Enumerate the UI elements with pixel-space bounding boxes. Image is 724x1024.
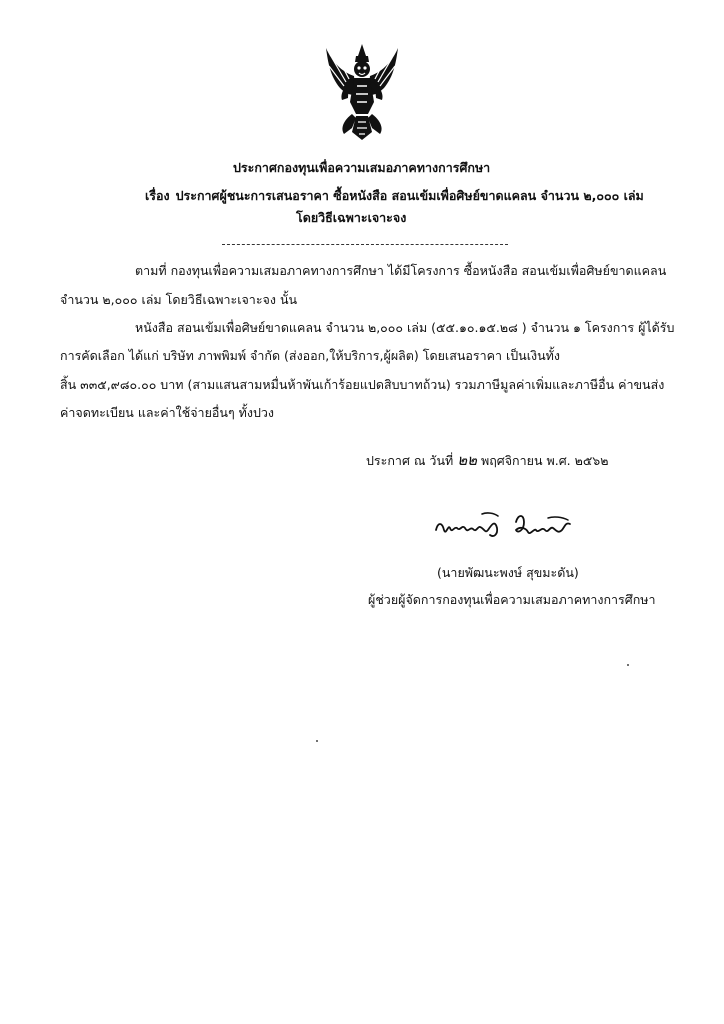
- procurement-method: โดยวิธีเฉพาะเจาะจง: [296, 210, 407, 225]
- scan-speck: [627, 664, 629, 666]
- paragraph2-line1: หนังสือ สอนเข้มเพื่อศิษย์ขาดแคลน จำนวน ๒,๐๐๐ เล่ม (๕๕.๑๐.๑๕.๒๘ ) จำนวน ๑ โครงการ ผู้ได้รับ: [135, 320, 675, 335]
- separator-line: [222, 244, 508, 245]
- handwritten-signature-icon: [432, 508, 582, 544]
- paragraph2-line3: สิ้น ๓๓๕,๙๘๐.๐๐ บาท (สามแสนสามหมื่นห้าพันเก้าร้อยแปดสิบบาทถ้วน) รวมภาษีมูลค่าเพิ่มและภาษีอื่น ค่าขนส่ง: [60, 377, 665, 392]
- signer-title: ผู้ช่วยผู้จัดการกองทุนเพื่อความเสมอภาคทางการศึกษา: [368, 592, 656, 607]
- paragraph2-line2: การคัดเลือก ได้แก่ บริษัท ภาพพิมพ์ จำกัด (ส่งออก,ให้บริการ,ผู้ผลิต) โดยเสนอราคา เป็นเงินทั้ง: [60, 348, 560, 363]
- paragraph1-line2: จำนวน ๒,๐๐๐ เล่ม โดยวิธีเฉพาะเจาะจง นั้น: [60, 292, 298, 307]
- announcement-date: [366, 452, 608, 469]
- garuda-emblem-icon: [322, 42, 402, 142]
- paragraph1-line1: ตามที่ กองทุนเพื่อความเสมอภาคทางการศึกษา ได้มีโครงการ ซื้อหนังสือ สอนเข้มเพื่อศิษย์ขาดแคลน: [135, 263, 667, 278]
- document-title: ประกาศกองทุนเพื่อความเสมอภาคทางการศึกษา: [233, 160, 491, 175]
- scan-speck: [316, 740, 318, 742]
- announce-day: ๒๒: [457, 451, 477, 469]
- paragraph2-line4: ค่าจดทะเบียน และค่าใช้จ่ายอื่นๆ ทั้งปวง: [60, 405, 275, 420]
- signer-name: (นายพัฒนะพงษ์ สุขมะดัน): [437, 565, 579, 580]
- subject-text: ประกาศผู้ชนะการเสนอราคา ซื้อหนังสือ สอนเข้มเพื่อศิษย์ขาดแคลน จำนวน ๒,๐๐๐ เล่ม: [175, 188, 644, 203]
- document-subject: [145, 188, 644, 204]
- announce-month-year: พฤศจิกายน พ.ศ. ๒๕๖๒: [480, 453, 609, 468]
- subject-label: เรื่อง: [145, 188, 170, 203]
- announce-prefix: ประกาศ ณ วันที่: [366, 453, 454, 468]
